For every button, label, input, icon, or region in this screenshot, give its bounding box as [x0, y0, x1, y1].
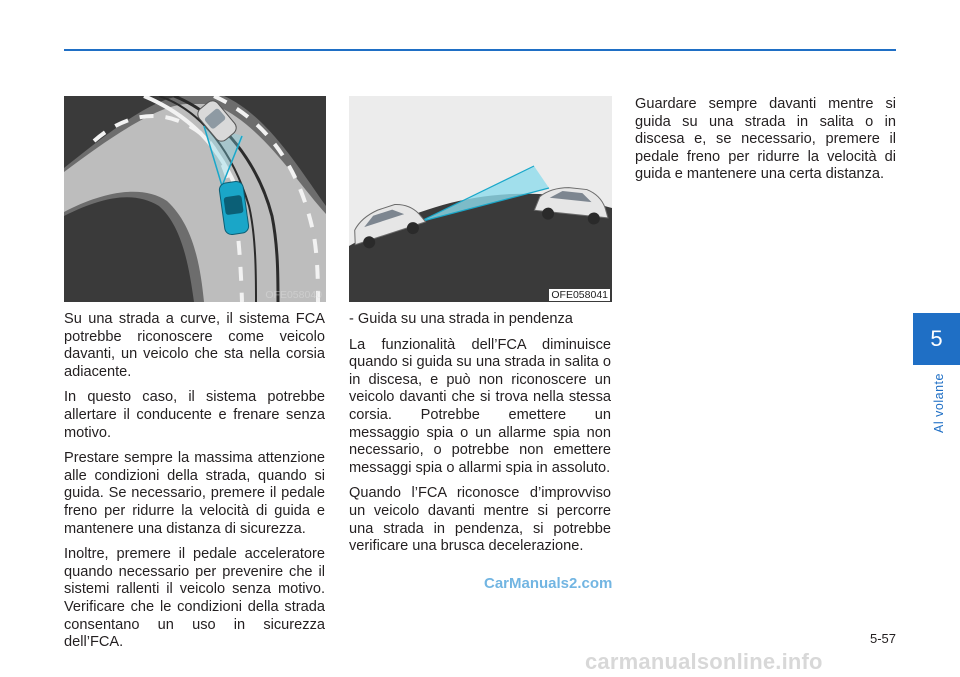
- curved-road-illustration: [64, 96, 326, 302]
- text-column-2: [349, 311, 611, 564]
- chapter-tab: [913, 313, 960, 365]
- curved-road-figure: [64, 96, 326, 302]
- chapter-number: 5: [930, 326, 943, 351]
- chapter-title-vertical: [929, 368, 949, 438]
- figure-code: OFE058041: [551, 289, 608, 301]
- header-rule: [64, 49, 896, 51]
- chapter-title: Al volante: [932, 373, 946, 433]
- figure-code: OFE058040: [265, 289, 322, 301]
- paragraph: Inoltre, premere il pedale acceleratore quando necessario per prevenire che il sistemi rallenti il veicolo senza motivo. Verificare che le condizioni della strada consentano un uso in sicurezza dell’FCA.: [64, 546, 325, 651]
- paragraph: Guardare sempre davanti mentre si guida su una strada in salita o in discesa e, se necessario, premere il pedale freno per ridurre la velocità di guida e mantenere una certa distanza.: [635, 96, 896, 183]
- site-watermark: carmanualsonline.info: [585, 649, 823, 674]
- text-column-3: [635, 96, 896, 192]
- paragraph: Su una strada a curve, il sistema FCA potrebbe riconoscere come veicolo davanti, un veicolo che sta nella corsia adiacente.: [64, 311, 325, 380]
- text-column-1: [64, 311, 325, 660]
- paragraph: Quando l’FCA riconosce d’improvviso un veicolo davanti mentre si percorre una strada in pendenza, si potrebbe verificare una brusca decelerazione.: [349, 485, 611, 555]
- section-heading: - Guida su una strada in pendenza: [349, 311, 573, 327]
- hill-road-illustration: [349, 96, 612, 302]
- paragraph: Prestare sempre la massima attenzione alle condizioni della strada, quando si guida. Se necessario, premere il pedale freno per ridurre la velocità di guida e mantenere una distanza di sicurezza.: [64, 450, 325, 537]
- page-number: 5-57: [869, 631, 896, 646]
- paragraph: In questo caso, il sistema potrebbe allertare il conducente e frenare senza motivo.: [64, 389, 325, 441]
- watermark-link[interactable]: CarManuals2.com: [484, 575, 613, 592]
- hill-road-figure: [349, 96, 612, 302]
- paragraph: La funzionalità dell’FCA diminuisce quando si guida su una strada in salita o in discesa, e può non riconoscere un veicolo davanti che si trova nella stessa corsia. Potrebbe emettere un messaggio spia o un allarme spia non necessario, o potrebbe non emettere messaggi spia o allarmi spia in assoluto.: [349, 336, 611, 476]
